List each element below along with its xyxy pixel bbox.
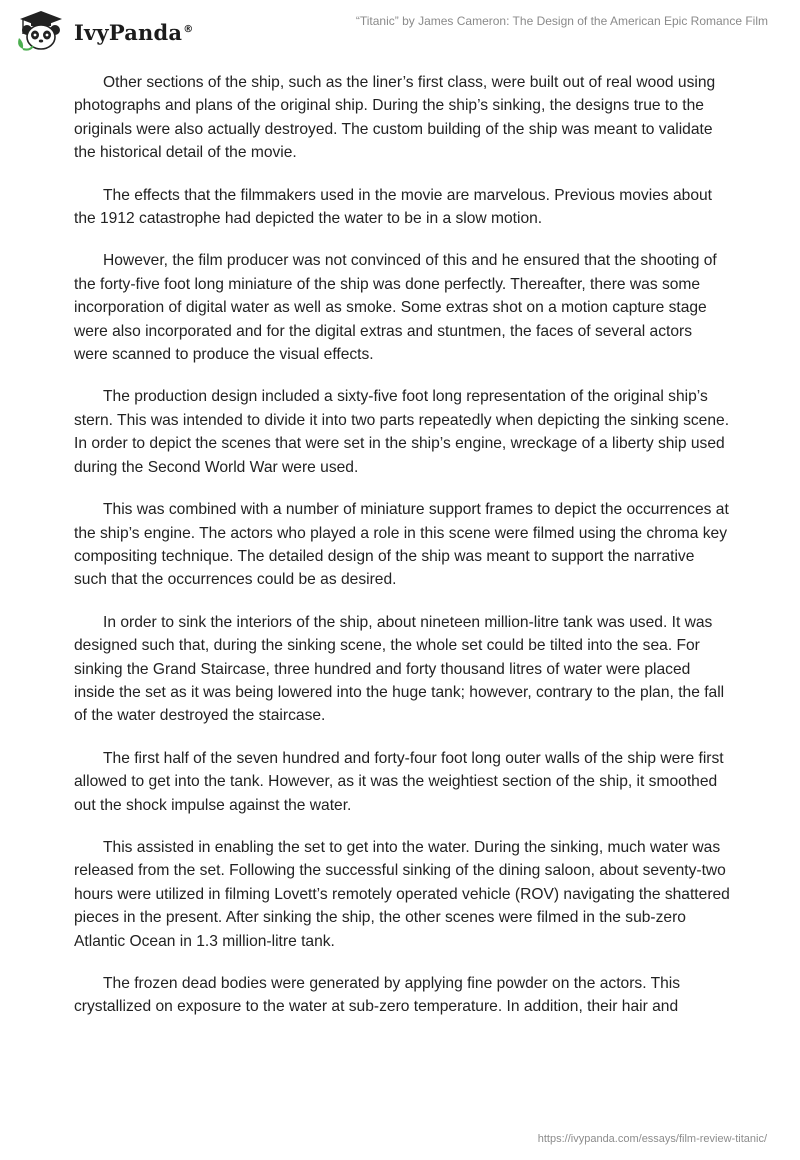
paragraph: However, the film producer was not convinced of this and he ensured that the shooting of the forty-five foot long miniature of the ship was done perfectly. Thereafter, there was some incorporation of digital water as well as smoke. Some extras shot on a motion capture stage were also incorporated and for the digital extras and stuntmen, the faces of several actors were scanned to produce the visual effects. xyxy=(74,252,717,364)
brand-name: IvyPanda® xyxy=(74,19,194,45)
ivypanda-logo[interactable] xyxy=(14,8,193,52)
paragraph: The first half of the seven hundred and forty-four foot long outer walls of the ship were first allowed to get into the tank. However, as it was the weightiest section of the ship, it smoothed out the shock impulse against the water. xyxy=(74,749,724,814)
source-url[interactable]: https://ivypanda.com/essays/film-review-titanic/ xyxy=(537,1133,767,1145)
paragraph: In order to sink the interiors of the ship, about nineteen million-litre tank was used. It was designed such that, during the sinking scene, the whole set could be tilted into the sea. For sinking the Grand Staircase, three hundred and forty thousand litres of water were placed inside the set as it was being lowered into the huge tank; however, contrary to the plan, the fall of the water destroyed the staircase. xyxy=(74,613,725,725)
document-title: “Titanic” by James Cameron: The Design of the American Epic Romance Film xyxy=(355,14,768,28)
page-header xyxy=(0,0,800,60)
registered-mark: ® xyxy=(183,23,194,35)
panda-graduate-icon xyxy=(14,8,68,52)
paragraph: The effects that the filmmakers used in the movie are marvelous. Previous movies about the 1912 catastrophe had depicted the water to be in a slow motion. xyxy=(74,186,713,228)
paragraph: Other sections of the ship, such as the liner’s first class, were built out of real wood using photographs and plans of the original ship. During the ship’s sinking, the designs true to the originals were also actually destroyed. The custom building of the ship was meant to validate the historical detail of the movie. xyxy=(74,74,716,162)
paragraph: The production design included a sixty-five foot long representation of the original ship’s stern. This was intended to divide it into two parts repeatedly when depicting the sinking scene. In order to depict the scenes that were set in the ship’s engine, wreckage of a liberty ship used during the Second World War were used. xyxy=(74,388,730,476)
essay-body xyxy=(74,71,730,1038)
paragraph: This assisted in enabling the set to get into the water. During the sinking, much water was released from the set. Following the successful sinking of the dining saloon, about seventy-two hours were utilized in filming Lovett’s remotely operated vehicle (ROV) navigating the shattered pieces in the present. After sinking the ship, the other scenes were filmed in the sub-zero Atlantic Ocean in 1.3 million-litre tank. xyxy=(74,838,730,950)
paragraph: The frozen dead bodies were generated by applying fine powder on the actors. This crystallized on exposure to the water at sub-zero temperature. In addition, their hair and xyxy=(74,975,681,1016)
paragraph: This was combined with a number of miniature support frames to depict the occurrences at the ship’s engine. The actors who played a role in this scene were filmed using the chroma key compositing technique. The detailed design of the ship was meant to support the narrative such that the occurrences could be as desired. xyxy=(74,501,729,589)
